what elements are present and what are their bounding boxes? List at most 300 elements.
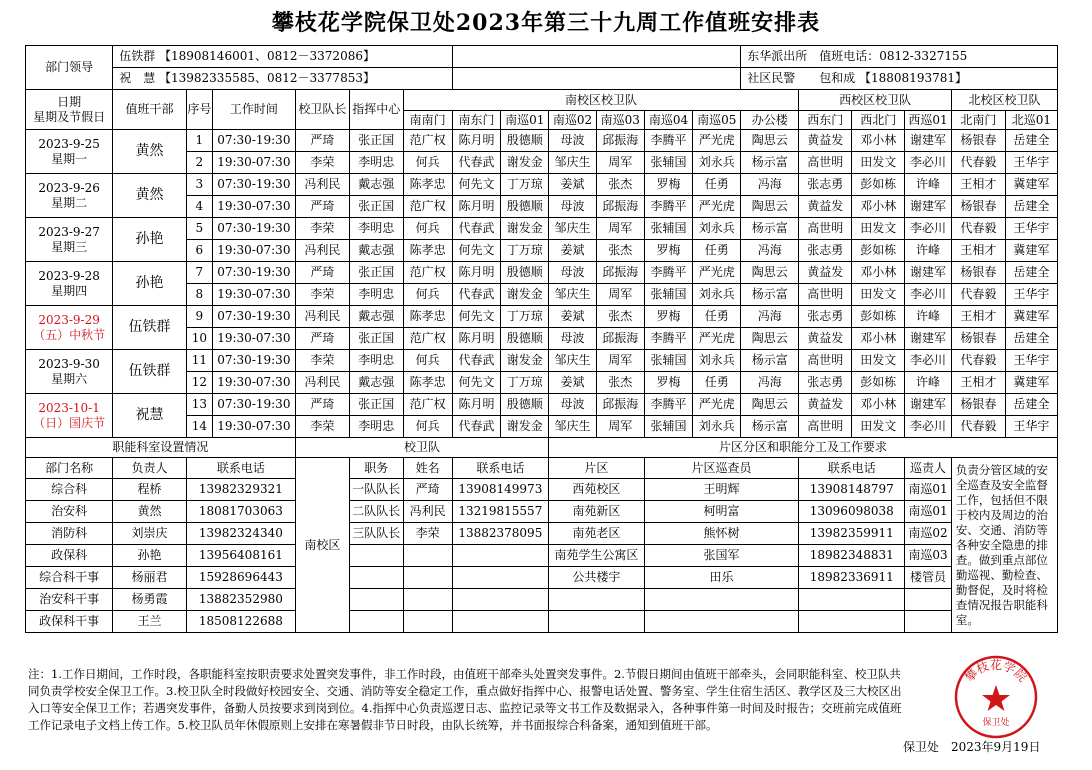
- duty-cell: 高世明: [799, 284, 852, 306]
- leader-2: 祝 慧 【13982335585、0812－3377853】: [113, 68, 452, 90]
- star-icon: [982, 685, 1010, 711]
- dept-name-cell: 政保科干事: [26, 611, 113, 633]
- duty-cell: 谢建军: [905, 328, 952, 350]
- zone-patrol-cell: [644, 589, 799, 611]
- official-seal: [952, 653, 1040, 741]
- duty-cell: 邹庆生: [549, 416, 597, 438]
- duty-cell: 谢建军: [905, 130, 952, 152]
- duty-cell: 杨银春: [951, 328, 1005, 350]
- zone-phone-cell: 18982348831: [799, 545, 905, 567]
- duty-cell: 高世明: [799, 152, 852, 174]
- seq-cell: 2: [186, 152, 212, 174]
- duty-cell: 岳建全: [1005, 196, 1057, 218]
- svg-text:攀枝花学院: [962, 658, 1030, 685]
- duty-cell: 王华宇: [1005, 350, 1057, 372]
- zone-patrol-cell: 熊怀树: [644, 523, 799, 545]
- dept-phone-cell: 13956408161: [186, 545, 295, 567]
- post-header: 北南门: [951, 111, 1005, 130]
- duty-cell: 李明忠: [349, 218, 403, 240]
- duty-cell: 冯利民: [295, 174, 349, 196]
- dept-phone-cell: 18081703063: [186, 501, 295, 523]
- guard-name-cell: 冯利民: [403, 501, 452, 523]
- duty-cell: 严光虎: [693, 262, 741, 284]
- duty-cell: 邓小林: [852, 328, 905, 350]
- duty-cell: 殷德顺: [501, 130, 549, 152]
- bottom-row: [26, 567, 1058, 589]
- leader-1: 伍铁群 【18908146001、0812－3372086】: [113, 46, 452, 68]
- duty-cell: 冯利民: [295, 306, 349, 328]
- leader-blank-1: [452, 46, 741, 68]
- time-cell: 07:30-19:30: [212, 262, 295, 284]
- seq-cell: 1: [186, 130, 212, 152]
- community-police: 社区民警 包和成 【18808193781】: [741, 68, 1058, 90]
- duty-cell: 罗梅: [644, 240, 693, 262]
- duty-cell: 彭如栋: [852, 240, 905, 262]
- date-header: 日期 星期及节假日: [26, 90, 113, 130]
- duty-cell: 陈孝忠: [403, 174, 452, 196]
- duty-cell: 黄益发: [799, 328, 852, 350]
- police-station: 东华派出所 值班电话：0812-3327155: [741, 46, 1058, 68]
- duty-cell: 周军: [596, 152, 644, 174]
- guard-phone-cell: [452, 589, 549, 611]
- shift-row: [26, 174, 1058, 196]
- duty-cell: 殷德顺: [501, 196, 549, 218]
- dept-head-cell: 程桥: [113, 479, 187, 501]
- guard-phone-cell: 13908149973: [452, 479, 549, 501]
- duty-cell: 彭如栋: [852, 306, 905, 328]
- duty-cell: 范广权: [403, 196, 452, 218]
- duty-cell: 李腾平: [644, 394, 693, 416]
- duty-cell: 张辅国: [644, 416, 693, 438]
- guard-role-cell: 三队队长: [349, 523, 403, 545]
- duty-cell: 杨银春: [951, 196, 1005, 218]
- date-cell: 2023-9-30 星期六: [26, 350, 113, 394]
- zone-phone-cell: 18982336911: [799, 567, 905, 589]
- duty-cell: 陈月明: [452, 262, 501, 284]
- guard-role-cell: 一队队长: [349, 479, 403, 501]
- guard-name-cell: [403, 589, 452, 611]
- zone-resp-cell: [905, 611, 952, 633]
- guard-name-cell: [403, 545, 452, 567]
- duty-cell: 李明忠: [349, 152, 403, 174]
- dept-head-cell: 刘崇庆: [113, 523, 187, 545]
- cadre-cell: 黄然: [113, 130, 187, 174]
- duty-cell: 严光虎: [693, 196, 741, 218]
- duty-cell: 丁万琼: [501, 372, 549, 394]
- date-cell: 2023-9-29 （五）中秋节: [26, 306, 113, 350]
- duty-cell: 高世明: [799, 350, 852, 372]
- dept-name-cell: 政保科: [26, 545, 113, 567]
- duty-cell: 代春毅: [951, 218, 1005, 240]
- duty-cell: 王华宇: [1005, 284, 1057, 306]
- guard-name-cell: [403, 567, 452, 589]
- duty-cell: 谢发金: [501, 416, 549, 438]
- duty-cell: 李荣: [295, 350, 349, 372]
- duty-cell: 黄益发: [799, 130, 852, 152]
- duty-cell: 张志勇: [799, 240, 852, 262]
- dept-head-cell: 黄然: [113, 501, 187, 523]
- duty-cell: 陶思云: [741, 394, 799, 416]
- duty-cell: 许峰: [905, 306, 952, 328]
- duty-cell: 代春武: [452, 284, 501, 306]
- duty-cell: 何兵: [403, 284, 452, 306]
- duty-cell: 陶思云: [741, 328, 799, 350]
- duty-cell: 许峰: [905, 372, 952, 394]
- duty-cell: 严琦: [295, 130, 349, 152]
- seq-cell: 10: [186, 328, 212, 350]
- time-cell: 07:30-19:30: [212, 306, 295, 328]
- zone-phone-cell: 13982359911: [799, 523, 905, 545]
- zone-area-cell: 公共楼宇: [549, 567, 645, 589]
- duty-cell: 戴志强: [349, 174, 403, 196]
- guard-name-header: 姓名: [403, 458, 452, 479]
- date-cell: 2023-9-25 星期一: [26, 130, 113, 174]
- duty-cell: 何先文: [452, 372, 501, 394]
- dept-phone-cell: 15928696443: [186, 567, 295, 589]
- duty-cell: 李必川: [905, 350, 952, 372]
- time-cell: 07:30-19:30: [212, 218, 295, 240]
- duty-cell: 张杰: [596, 174, 644, 196]
- duty-cell: 王相才: [951, 174, 1005, 196]
- cadre-header: 值班干部: [113, 90, 187, 130]
- duty-cell: 李明忠: [349, 416, 403, 438]
- duty-cell: 杨银春: [951, 394, 1005, 416]
- duty-cell: 张辅国: [644, 350, 693, 372]
- duty-cell: 何兵: [403, 218, 452, 240]
- duty-cell: 王华宇: [1005, 218, 1057, 240]
- func-section-title: 职能科室设置情况: [26, 438, 296, 458]
- zone-patrol-cell: 田乐: [644, 567, 799, 589]
- time-cell: 19:30-07:30: [212, 284, 295, 306]
- duty-cell: 任勇: [693, 372, 741, 394]
- duty-cell: 严光虎: [693, 394, 741, 416]
- zone-resp-cell: 南巡02: [905, 523, 952, 545]
- duty-cell: 丁万琼: [501, 306, 549, 328]
- time-cell: 07:30-19:30: [212, 130, 295, 152]
- guard-name-cell: 严琦: [403, 479, 452, 501]
- duty-cell: 邓小林: [852, 394, 905, 416]
- duty-cell: 邹庆生: [549, 152, 597, 174]
- duty-cell: 杨示富: [741, 218, 799, 240]
- duty-cell: 母波: [549, 262, 597, 284]
- post-header: 南巡02: [549, 111, 597, 130]
- duty-cell: 李必川: [905, 416, 952, 438]
- duty-cell: 冀建军: [1005, 306, 1057, 328]
- captain-header: 校卫队长: [295, 90, 349, 130]
- duty-cell: 陶思云: [741, 196, 799, 218]
- duty-cell: 周军: [596, 218, 644, 240]
- dept-name-header: 部门名称: [26, 458, 113, 479]
- bottom-row: [26, 589, 1058, 611]
- duty-cell: 谢建军: [905, 394, 952, 416]
- zone-area-cell: 南苑学生公寓区: [549, 545, 645, 567]
- dept-name-cell: 治安科: [26, 501, 113, 523]
- duty-cell: 张正国: [349, 328, 403, 350]
- duty-cell: 岳建全: [1005, 394, 1057, 416]
- duty-cell: 张志勇: [799, 174, 852, 196]
- post-header: 南东门: [452, 111, 501, 130]
- duty-cell: 高世明: [799, 416, 852, 438]
- duty-cell: 李腾平: [644, 196, 693, 218]
- guard-phone-cell: [452, 545, 549, 567]
- date-cell: 2023-10-1 （日）国庆节: [26, 394, 113, 438]
- bottom-row: [26, 523, 1058, 545]
- post-header: 南巡05: [693, 111, 741, 130]
- duty-cell: 王相才: [951, 240, 1005, 262]
- duty-cell: 冯海: [741, 174, 799, 196]
- zone-resp-cell: 南巡03: [905, 545, 952, 567]
- post-header: 南巡01: [501, 111, 549, 130]
- duty-cell: 杨示富: [741, 284, 799, 306]
- duty-cell: 张正国: [349, 130, 403, 152]
- duty-cell: 黄益发: [799, 262, 852, 284]
- duty-cell: 李腾平: [644, 130, 693, 152]
- duty-cell: 罗梅: [644, 174, 693, 196]
- duty-cell: 周军: [596, 416, 644, 438]
- dept-phone-header: 联系电话: [186, 458, 295, 479]
- duty-cell: 李明忠: [349, 350, 403, 372]
- post-header: 西巡01: [905, 111, 952, 130]
- shift-row: [26, 306, 1058, 328]
- guard-name-cell: 李荣: [403, 523, 452, 545]
- duty-cell: 谢建军: [905, 262, 952, 284]
- duty-cell: 彭如栋: [852, 174, 905, 196]
- duty-cell: 戴志强: [349, 240, 403, 262]
- duty-cell: 王华宇: [1005, 152, 1057, 174]
- guard-role-header: 职务: [349, 458, 403, 479]
- duty-cell: 范广权: [403, 130, 452, 152]
- guard-phone-cell: 13882378095: [452, 523, 549, 545]
- duty-cell: 李荣: [295, 416, 349, 438]
- guard-phone-header: 联系电话: [452, 458, 549, 479]
- duty-table: [25, 45, 1058, 633]
- duty-cell: 姜斌: [549, 174, 597, 196]
- duty-cell: 罗梅: [644, 372, 693, 394]
- cadre-cell: 伍铁群: [113, 306, 187, 350]
- shift-row: [26, 130, 1058, 152]
- duty-cell: 刘永兵: [693, 284, 741, 306]
- time-cell: 07:30-19:30: [212, 350, 295, 372]
- duty-cell: 谢建军: [905, 196, 952, 218]
- duty-cell: 黄益发: [799, 196, 852, 218]
- west-team-header: 西校区校卫队: [799, 90, 952, 111]
- time-cell: 19:30-07:30: [212, 152, 295, 174]
- shift-row: [26, 394, 1058, 416]
- duty-cell: 冀建军: [1005, 240, 1057, 262]
- duty-cell: 严光虎: [693, 328, 741, 350]
- duty-cell: 何先文: [452, 306, 501, 328]
- dept-head-cell: 杨勇霞: [113, 589, 187, 611]
- duty-cell: 黄益发: [799, 394, 852, 416]
- time-cell: 07:30-19:30: [212, 174, 295, 196]
- bottom-row: [26, 611, 1058, 633]
- north-team-header: 北校区校卫队: [951, 90, 1057, 111]
- seq-cell: 9: [186, 306, 212, 328]
- duty-cell: 丁万琼: [501, 240, 549, 262]
- duty-cell: 刘永兵: [693, 350, 741, 372]
- zone-area-cell: 南苑新区: [549, 501, 645, 523]
- seal-text: 攀枝花学院: [962, 658, 1030, 685]
- dept-name-cell: 综合科: [26, 479, 113, 501]
- duty-cell: 谢发金: [501, 152, 549, 174]
- duty-cell: 姜斌: [549, 372, 597, 394]
- duty-cell: 姜斌: [549, 306, 597, 328]
- duty-cell: 邹庆生: [549, 218, 597, 240]
- zone-section-title: 片区分区和职能分工及工作要求: [549, 438, 1058, 458]
- duty-cell: 殷德顺: [501, 328, 549, 350]
- zone-area-cell: 西苑校区: [549, 479, 645, 501]
- duty-cell: 张辅国: [644, 218, 693, 240]
- seq-header: 序号: [186, 90, 212, 130]
- leader-blank-2: [452, 68, 741, 90]
- cadre-cell: 伍铁群: [113, 350, 187, 394]
- zone-patrol-cell: 柯明富: [644, 501, 799, 523]
- guard-role-cell: 二队队长: [349, 501, 403, 523]
- zone-resp-cell: 南巡01: [905, 501, 952, 523]
- date-cell: 2023-9-28 星期四: [26, 262, 113, 306]
- duty-cell: 严光虎: [693, 130, 741, 152]
- duty-cell: 任勇: [693, 174, 741, 196]
- dept-head-cell: 杨丽君: [113, 567, 187, 589]
- duty-cell: 李荣: [295, 284, 349, 306]
- zone-area-cell: [549, 611, 645, 633]
- guard-role-cell: [349, 589, 403, 611]
- dept-head-header: 负责人: [113, 458, 187, 479]
- duty-cell: 杨示富: [741, 350, 799, 372]
- duty-cell: 李腾平: [644, 328, 693, 350]
- duty-cell: 张辅国: [644, 284, 693, 306]
- duty-cell: 邱振海: [596, 196, 644, 218]
- cadre-cell: 祝慧: [113, 394, 187, 438]
- duty-cell: 邓小林: [852, 262, 905, 284]
- duty-cell: 岳建全: [1005, 262, 1057, 284]
- post-header: 西东门: [799, 111, 852, 130]
- seq-cell: 14: [186, 416, 212, 438]
- zone-phone-cell: [799, 611, 905, 633]
- duty-cell: 姜斌: [549, 240, 597, 262]
- duty-cell: 王相才: [951, 372, 1005, 394]
- dept-head-cell: 孙艳: [113, 545, 187, 567]
- duty-cell: 何先文: [452, 174, 501, 196]
- time-cell: 07:30-19:30: [212, 394, 295, 416]
- dept-phone-cell: 13982324340: [186, 523, 295, 545]
- bottom-row: [26, 501, 1058, 523]
- seal-subtext: 保卫处: [982, 718, 1010, 728]
- post-header: 南南门: [403, 111, 452, 130]
- duty-cell: 任勇: [693, 306, 741, 328]
- duty-cell: 陈孝忠: [403, 240, 452, 262]
- duty-cell: 高世明: [799, 218, 852, 240]
- duty-cell: 代春毅: [951, 350, 1005, 372]
- duty-cell: 许峰: [905, 240, 952, 262]
- bottom-row: [26, 479, 1058, 501]
- duty-cell: 杨银春: [951, 262, 1005, 284]
- post-header: 北巡01: [1005, 111, 1057, 130]
- post-header: 西北门: [852, 111, 905, 130]
- duty-cell: 母波: [549, 328, 597, 350]
- seq-cell: 11: [186, 350, 212, 372]
- duty-cell: 代春武: [452, 218, 501, 240]
- duty-cell: 陶思云: [741, 130, 799, 152]
- guard-role-cell: [349, 611, 403, 633]
- duty-cell: 代春毅: [951, 416, 1005, 438]
- seq-cell: 7: [186, 262, 212, 284]
- duty-cell: 杨示富: [741, 416, 799, 438]
- zone-patrol-header: 片区巡查员: [644, 458, 799, 479]
- duty-cell: 杨示富: [741, 152, 799, 174]
- duty-cell: 李必川: [905, 218, 952, 240]
- post-header: 南巡03: [596, 111, 644, 130]
- duty-cell: 陈月明: [452, 394, 501, 416]
- duty-cell: 彭如栋: [852, 372, 905, 394]
- duty-cell: 罗梅: [644, 306, 693, 328]
- duty-cell: 陶思云: [741, 262, 799, 284]
- duty-cell: 许峰: [905, 174, 952, 196]
- dept-head-cell: 王兰: [113, 611, 187, 633]
- dept-phone-cell: 18508122688: [186, 611, 295, 633]
- duty-cell: 邱振海: [596, 262, 644, 284]
- duty-cell: 李明忠: [349, 284, 403, 306]
- duty-cell: 冯海: [741, 240, 799, 262]
- dept-name-cell: 综合科干事: [26, 567, 113, 589]
- zone-area-cell: 南苑老区: [549, 523, 645, 545]
- duty-cell: 谢发金: [501, 350, 549, 372]
- zone-area-header: 片区: [549, 458, 645, 479]
- signature: 保卫处 2023年9月19日: [903, 740, 1041, 754]
- shift-row: [26, 218, 1058, 240]
- leader-label: 部门领导: [26, 46, 113, 90]
- post-header: 办公楼: [741, 111, 799, 130]
- duty-cell: 严琦: [295, 196, 349, 218]
- guard-role-cell: [349, 567, 403, 589]
- duty-cell: 张志勇: [799, 306, 852, 328]
- duty-cell: 邓小林: [852, 130, 905, 152]
- guard-phone-cell: [452, 567, 549, 589]
- zone-patrol-cell: [644, 611, 799, 633]
- duty-cell: 刘永兵: [693, 416, 741, 438]
- duty-cell: 范广权: [403, 394, 452, 416]
- zone-requirement: 负责分管区域的安全巡查及安全监督工作，包括但不限于校内及周边的治安、交通、消防等各种安全隐患的排查。做到重点部位勤巡视、勤检查、勤督促，及时将检查情况报告职能科室。: [951, 458, 1057, 633]
- zone-area-cell: [549, 589, 645, 611]
- bottom-row: [26, 545, 1058, 567]
- duty-cell: 母波: [549, 394, 597, 416]
- duty-cell: 李荣: [295, 218, 349, 240]
- duty-cell: 邱振海: [596, 328, 644, 350]
- duty-cell: 陈月明: [452, 196, 501, 218]
- duty-cell: 刘永兵: [693, 152, 741, 174]
- duty-cell: 冀建军: [1005, 372, 1057, 394]
- duty-cell: 戴志强: [349, 372, 403, 394]
- seq-cell: 12: [186, 372, 212, 394]
- duty-cell: 母波: [549, 196, 597, 218]
- duty-cell: 田发文: [852, 152, 905, 174]
- south-team-header: 南校区校卫队: [403, 90, 799, 111]
- duty-cell: 殷德顺: [501, 394, 549, 416]
- dept-name-cell: 治安科干事: [26, 589, 113, 611]
- duty-cell: 张正国: [349, 394, 403, 416]
- time-cell: 19:30-07:30: [212, 416, 295, 438]
- duty-cell: 王华宇: [1005, 416, 1057, 438]
- duty-cell: 谢发金: [501, 218, 549, 240]
- duty-cell: 范广权: [403, 328, 452, 350]
- zone-patrol-cell: 王明辉: [644, 479, 799, 501]
- duty-cell: 冯海: [741, 372, 799, 394]
- shift-row: [26, 350, 1058, 372]
- cadre-cell: 黄然: [113, 174, 187, 218]
- cadre-cell: 孙艳: [113, 262, 187, 306]
- duty-cell: 丁万琼: [501, 174, 549, 196]
- duty-cell: 严琦: [295, 262, 349, 284]
